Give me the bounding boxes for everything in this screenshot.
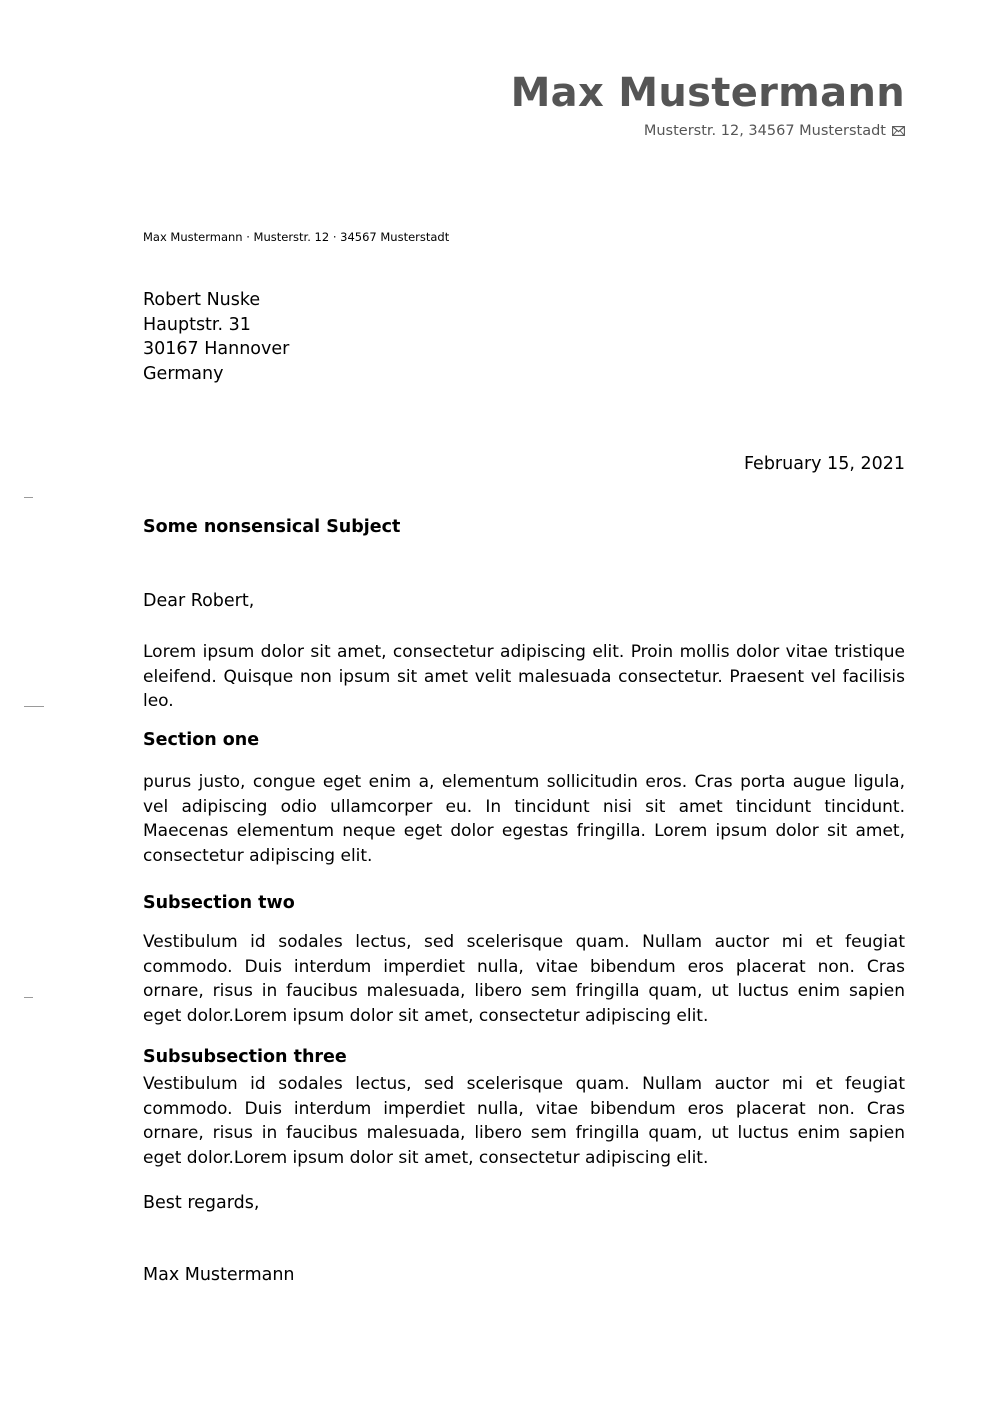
closing: Best regards, bbox=[143, 1193, 260, 1213]
intro-paragraph: Lorem ipsum dolor sit amet, consectetur adipiscing elit. Proin mollis dolor vitae tristique eleifend. Quisque non ipsum sit amet velit malesuada consectetur. Praesent vel facilisis leo. bbox=[143, 642, 905, 711]
recipient-address-block bbox=[143, 288, 289, 386]
letterhead-name: Max Mustermann bbox=[510, 70, 905, 116]
letter-subject: Some nonsensical Subject bbox=[143, 517, 401, 537]
fold-mark-top bbox=[24, 497, 33, 498]
letterhead-address bbox=[644, 123, 905, 139]
subsubsection-three-heading: Subsubsection three bbox=[143, 1047, 347, 1067]
letterhead-address-text: Musterstr. 12, 34567 Musterstadt bbox=[643, 123, 886, 139]
section-one-text: purus justo, congue eget enim a, elementum sollicitudin eros. Cras porta augue ligula, vel adipiscing odio ullamcorper eu. In tincidunt nisi sit amet tincidunt tincidunt. Maecenas elementum neque eget dolor egestas fringilla. Lorem ipsum dolor sit amet, consectetur adipiscing elit. bbox=[143, 772, 905, 866]
recipient-country: Germany bbox=[143, 363, 224, 384]
subsection-two-text: Vestibulum id sodales lectus, sed scelerisque quam. Nullam auctor mi et feugiat commodo. Duis interdum imperdiet nulla, vitae bibendum eros placerat non. Cras ornare, risus in faucibus malesuada, libero sem fringilla quam, ut luctus enim sapien eget dolor.Lorem ipsum dolor sit amet, consectetur adipiscing elit. bbox=[143, 932, 905, 1026]
return-address-line: Max Mustermann · Musterstr. 12 · 34567 Musterstadt bbox=[143, 230, 450, 244]
recipient-city: 30167 Hannover bbox=[143, 339, 290, 359]
subsubsection-three-text: Vestibulum id sodales lectus, sed scelerisque quam. Nullam auctor mi et feugiat commodo. Duis interdum imperdiet nulla, vitae bibendum eros placerat non. Cras ornare, risus in faucibus malesuada, libero sem fringilla quam, ut luctus enim sapien eget dolor.Lorem ipsum dolor sit amet, consectetur adipiscing elit. bbox=[143, 1074, 905, 1168]
signature-name: Max Mustermann bbox=[143, 1265, 295, 1285]
envelope-icon[interactable] bbox=[892, 126, 905, 136]
salutation: Dear Robert, bbox=[143, 591, 255, 611]
letter-date: February 15, 2021 bbox=[743, 454, 905, 474]
hole-punch-mark bbox=[24, 706, 44, 707]
recipient-street: Hauptstr. 31 bbox=[143, 314, 251, 335]
fold-mark-bottom bbox=[24, 997, 33, 998]
recipient-name: Robert Nuske bbox=[143, 290, 261, 310]
subsection-two-heading: Subsection two bbox=[143, 893, 295, 913]
section-one-heading: Section one bbox=[143, 730, 260, 750]
